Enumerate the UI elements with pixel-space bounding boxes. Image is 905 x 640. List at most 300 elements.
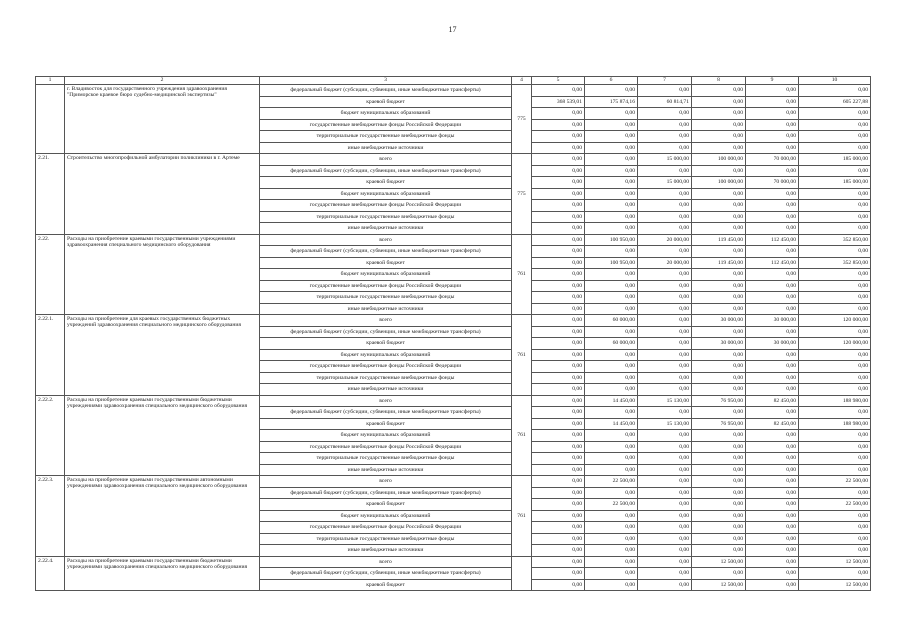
amount-cell: 0,00	[692, 223, 746, 235]
funding-source: федеральный бюджет (субсидии, субвенции, иные межбюджетные трансферты)	[260, 165, 512, 177]
table-row	[36, 234, 871, 246]
amount-cell: 0,00	[799, 165, 871, 177]
amount-cell: 0,00	[638, 522, 692, 534]
amount-cell: 0,00	[799, 487, 871, 499]
amount-cell: 0,00	[746, 533, 799, 545]
column-number: 6	[585, 77, 638, 85]
amount-cell: 0,00	[585, 430, 638, 442]
amount-cell: 0,00	[746, 246, 799, 258]
amount-cell: 0,00	[638, 430, 692, 442]
budget-code: 761	[512, 315, 532, 396]
amount-cell: 0,00	[799, 545, 871, 557]
amount-cell: 0,00	[746, 407, 799, 419]
amount-cell: 22 500,00	[585, 476, 638, 488]
column-number: 10	[799, 77, 871, 85]
amount-cell: 0,00	[532, 487, 585, 499]
amount-cell: 0,00	[532, 579, 585, 591]
amount-cell: 0,00	[585, 131, 638, 143]
amount-cell: 0,00	[638, 269, 692, 281]
amount-cell: 0,00	[532, 223, 585, 235]
amount-cell: 0,00	[799, 142, 871, 154]
amount-cell: 0,00	[638, 349, 692, 361]
amount-cell: 0,00	[746, 142, 799, 154]
amount-cell: 0,00	[799, 533, 871, 545]
amount-cell: 0,00	[532, 142, 585, 154]
table-row	[36, 315, 871, 327]
amount-cell: 0,00	[638, 85, 692, 97]
amount-cell: 0,00	[532, 338, 585, 350]
amount-cell: 0,00	[799, 407, 871, 419]
item-number: 2.22.1.	[36, 315, 65, 396]
amount-cell: 0,00	[799, 131, 871, 143]
column-number: 9	[746, 77, 799, 85]
amount-cell: 0,00	[746, 223, 799, 235]
funding-source: краевой бюджет	[260, 257, 512, 269]
table-row	[36, 556, 871, 568]
funding-source: иные внебюджетные источники	[260, 464, 512, 476]
amount-cell: 0,00	[638, 556, 692, 568]
funding-source: государственные внебюджетные фонды Российской Федерации	[260, 119, 512, 131]
amount-cell: 0,00	[585, 246, 638, 258]
amount-cell: 0,00	[692, 280, 746, 292]
item-number: 2.22.4.	[36, 556, 65, 591]
funding-source: бюджет муниципальных образований	[260, 188, 512, 200]
funding-source: краевой бюджет	[260, 418, 512, 430]
amount-cell: 0,00	[692, 211, 746, 223]
amount-cell: 0,00	[799, 522, 871, 534]
amount-cell: 0,00	[585, 568, 638, 580]
amount-cell: 185 000,00	[799, 154, 871, 166]
amount-cell: 0,00	[746, 349, 799, 361]
amount-cell: 0,00	[799, 568, 871, 580]
column-number: 8	[692, 77, 746, 85]
amount-cell: 0,00	[532, 303, 585, 315]
amount-cell: 0,00	[799, 430, 871, 442]
amount-cell: 0,00	[746, 568, 799, 580]
amount-cell: 0,00	[585, 464, 638, 476]
amount-cell: 0,00	[746, 188, 799, 200]
funding-source: бюджет муниципальных образований	[260, 349, 512, 361]
amount-cell: 15 130,00	[638, 418, 692, 430]
amount-cell: 0,00	[692, 303, 746, 315]
amount-cell: 0,00	[746, 200, 799, 212]
amount-cell: 0,00	[799, 361, 871, 373]
amount-cell: 0,00	[532, 453, 585, 465]
amount-cell: 352 850,00	[799, 234, 871, 246]
funding-source: федеральный бюджет (субсидии, субвенции, иные межбюджетные трансферты)	[260, 407, 512, 419]
amount-cell: 100 000,00	[692, 154, 746, 166]
amount-cell: 0,00	[692, 165, 746, 177]
amount-cell: 0,00	[585, 269, 638, 281]
amount-cell: 0,00	[799, 292, 871, 304]
amount-cell: 0,00	[532, 395, 585, 407]
amount-cell: 0,00	[638, 223, 692, 235]
amount-cell: 0,00	[799, 453, 871, 465]
amount-cell: 0,00	[532, 499, 585, 511]
amount-cell: 0,00	[532, 246, 585, 258]
amount-cell: 112 450,00	[746, 257, 799, 269]
amount-cell: 0,00	[692, 361, 746, 373]
amount-cell: 0,00	[799, 200, 871, 212]
amount-cell: 20 000,00	[638, 257, 692, 269]
amount-cell: 100 950,00	[585, 234, 638, 246]
amount-cell: 0,00	[638, 119, 692, 131]
amount-cell: 0,00	[638, 280, 692, 292]
amount-cell: 0,00	[799, 85, 871, 97]
amount-cell: 0,00	[746, 131, 799, 143]
amount-cell: 0,00	[532, 384, 585, 396]
amount-cell: 0,00	[585, 119, 638, 131]
amount-cell: 0,00	[692, 292, 746, 304]
amount-cell: 0,00	[799, 108, 871, 120]
column-number: 5	[532, 77, 585, 85]
amount-cell: 0,00	[799, 188, 871, 200]
amount-cell: 0,00	[638, 211, 692, 223]
amount-cell: 22 500,00	[799, 476, 871, 488]
amount-cell: 0,00	[585, 545, 638, 557]
amount-cell: 0,00	[746, 292, 799, 304]
item-number: 2.21.	[36, 154, 65, 235]
amount-cell: 0,00	[585, 223, 638, 235]
item-number	[36, 85, 65, 154]
budget-code: 761	[512, 476, 532, 557]
amount-cell: 0,00	[585, 326, 638, 338]
amount-cell: 0,00	[746, 545, 799, 557]
item-name: Расходы на приобретение краевыми государственными автономными учреждениями здравоохранения специального медицинского оборудования	[65, 476, 260, 557]
amount-cell: 0,00	[638, 499, 692, 511]
funding-source: иные внебюджетные источники	[260, 384, 512, 396]
amount-cell: 0,00	[799, 303, 871, 315]
amount-cell: 0,00	[799, 372, 871, 384]
funding-source: иные внебюджетные источники	[260, 545, 512, 557]
funding-source: всего	[260, 395, 512, 407]
amount-cell: 0,00	[638, 338, 692, 350]
amount-cell: 0,00	[692, 142, 746, 154]
funding-source: иные внебюджетные источники	[260, 142, 512, 154]
amount-cell: 82 450,00	[746, 395, 799, 407]
amount-cell: 0,00	[692, 349, 746, 361]
amount-cell: 0,00	[746, 165, 799, 177]
amount-cell: 0,00	[692, 326, 746, 338]
amount-cell: 60 000,00	[585, 315, 638, 327]
amount-cell: 0,00	[532, 430, 585, 442]
table-row	[36, 85, 871, 97]
amount-cell: 0,00	[692, 119, 746, 131]
funding-source: краевой бюджет	[260, 579, 512, 591]
amount-cell: 0,00	[532, 269, 585, 281]
item-number: 2.22.3.	[36, 476, 65, 557]
amount-cell: 0,00	[532, 545, 585, 557]
amount-cell: 0,00	[585, 579, 638, 591]
amount-cell: 0,00	[532, 315, 585, 327]
funding-source: всего	[260, 154, 512, 166]
amount-cell: 0,00	[692, 384, 746, 396]
amount-cell: 15 130,00	[638, 395, 692, 407]
amount-cell: 0,00	[746, 269, 799, 281]
amount-cell: 0,00	[799, 280, 871, 292]
amount-cell: 70 000,00	[746, 154, 799, 166]
amount-cell: 0,00	[638, 384, 692, 396]
amount-cell: 0,00	[746, 361, 799, 373]
amount-cell: 0,00	[638, 165, 692, 177]
amount-cell: 0,00	[585, 556, 638, 568]
amount-cell: 30 000,00	[746, 315, 799, 327]
amount-cell: 60 814,71	[638, 96, 692, 108]
funding-source: государственные внебюджетные фонды Российской Федерации	[260, 441, 512, 453]
amount-cell: 120 000,00	[799, 315, 871, 327]
amount-cell: 30 000,00	[692, 315, 746, 327]
amount-cell: 76 950,00	[692, 395, 746, 407]
funding-source: бюджет муниципальных образований	[260, 430, 512, 442]
amount-cell: 0,00	[746, 96, 799, 108]
amount-cell: 0,00	[638, 108, 692, 120]
amount-cell: 0,00	[585, 533, 638, 545]
amount-cell: 0,00	[746, 280, 799, 292]
amount-cell: 0,00	[692, 453, 746, 465]
funding-source: всего	[260, 315, 512, 327]
amount-cell: 0,00	[585, 349, 638, 361]
table-row	[36, 476, 871, 488]
amount-cell: 0,00	[692, 246, 746, 258]
amount-cell: 0,00	[746, 556, 799, 568]
amount-cell: 14 450,00	[585, 418, 638, 430]
amount-cell: 0,00	[638, 200, 692, 212]
page-number: 17	[448, 25, 457, 34]
funding-source: территориальные государственные внебюджетные фонды	[260, 372, 512, 384]
amount-cell: 100 000,00	[692, 177, 746, 189]
amount-cell: 0,00	[799, 441, 871, 453]
amount-cell: 0,00	[746, 487, 799, 499]
amount-cell: 0,00	[532, 108, 585, 120]
funding-source: иные внебюджетные источники	[260, 303, 512, 315]
table-row	[36, 395, 871, 407]
amount-cell: 0,00	[799, 246, 871, 258]
amount-cell: 14 450,00	[585, 395, 638, 407]
amount-cell: 22 500,00	[585, 499, 638, 511]
amount-cell: 0,00	[585, 453, 638, 465]
amount-cell: 0,00	[532, 292, 585, 304]
budget-table	[35, 76, 871, 591]
column-number: 1	[36, 77, 65, 85]
amount-cell: 0,00	[799, 349, 871, 361]
amount-cell: 188 980,00	[799, 395, 871, 407]
amount-cell: 0,00	[532, 177, 585, 189]
funding-source: краевой бюджет	[260, 499, 512, 511]
amount-cell: 0,00	[532, 418, 585, 430]
funding-source: федеральный бюджет (субсидии, субвенции, иные межбюджетные трансферты)	[260, 85, 512, 97]
amount-cell: 0,00	[585, 303, 638, 315]
amount-cell: 60 000,00	[585, 338, 638, 350]
amount-cell: 0,00	[692, 487, 746, 499]
funding-source: территориальные государственные внебюджетные фонды	[260, 533, 512, 545]
funding-source: территориальные государственные внебюджетные фонды	[260, 211, 512, 223]
amount-cell: 352 850,00	[799, 257, 871, 269]
amount-cell: 0,00	[638, 579, 692, 591]
amount-cell: 0,00	[692, 108, 746, 120]
amount-cell: 0,00	[585, 154, 638, 166]
funding-source: территориальные государственные внебюджетные фонды	[260, 453, 512, 465]
amount-cell: 0,00	[585, 407, 638, 419]
funding-source: федеральный бюджет (субсидии, субвенции, иные межбюджетные трансферты)	[260, 568, 512, 580]
funding-source: бюджет муниципальных образований	[260, 269, 512, 281]
amount-cell: 30 000,00	[746, 338, 799, 350]
amount-cell: 112 450,00	[746, 234, 799, 246]
amount-cell: 0,00	[638, 407, 692, 419]
amount-cell: 0,00	[532, 234, 585, 246]
item-name: Расходы на приобретение краевыми государственными бюджетными учреждениями здравоохранения специального медицинского оборудования	[65, 395, 260, 476]
amount-cell: 0,00	[746, 522, 799, 534]
funding-source: краевой бюджет	[260, 177, 512, 189]
amount-cell: 0,00	[532, 119, 585, 131]
amount-cell: 0,00	[638, 372, 692, 384]
amount-cell: 0,00	[638, 361, 692, 373]
amount-cell: 188 980,00	[799, 418, 871, 430]
amount-cell: 0,00	[585, 142, 638, 154]
amount-cell: 175 874,16	[585, 96, 638, 108]
amount-cell: 0,00	[585, 177, 638, 189]
amount-cell: 0,00	[638, 188, 692, 200]
table-row	[36, 154, 871, 166]
amount-cell: 185 000,00	[799, 177, 871, 189]
amount-cell: 0,00	[532, 326, 585, 338]
amount-cell: 0,00	[532, 533, 585, 545]
amount-cell: 0,00	[638, 464, 692, 476]
amount-cell: 0,00	[638, 292, 692, 304]
amount-cell: 0,00	[638, 246, 692, 258]
amount-cell: 0,00	[532, 361, 585, 373]
amount-cell: 0,00	[799, 384, 871, 396]
amount-cell: 0,00	[638, 315, 692, 327]
amount-cell: 0,00	[532, 568, 585, 580]
amount-cell: 0,00	[692, 131, 746, 143]
amount-cell: 0,00	[799, 269, 871, 281]
amount-cell: 119 450,00	[692, 234, 746, 246]
budget-code: 761	[512, 395, 532, 476]
amount-cell: 0,00	[692, 545, 746, 557]
amount-cell: 30 000,00	[692, 338, 746, 350]
amount-cell: 0,00	[532, 441, 585, 453]
funding-source: всего	[260, 234, 512, 246]
amount-cell: 0,00	[532, 165, 585, 177]
budget-code: 775	[512, 154, 532, 235]
amount-cell: 0,00	[692, 441, 746, 453]
amount-cell: 20 000,00	[638, 234, 692, 246]
amount-cell: 0,00	[692, 96, 746, 108]
budget-code: 775	[512, 85, 532, 154]
amount-cell: 0,00	[638, 533, 692, 545]
amount-cell: 70 000,00	[746, 177, 799, 189]
amount-cell: 605 227,88	[799, 96, 871, 108]
column-number: 2	[65, 77, 260, 85]
amount-cell: 0,00	[638, 476, 692, 488]
amount-cell: 15 000,00	[638, 154, 692, 166]
amount-cell: 0,00	[532, 372, 585, 384]
amount-cell: 0,00	[692, 85, 746, 97]
amount-cell: 0,00	[799, 464, 871, 476]
funding-source: государственные внебюджетные фонды Российской Федерации	[260, 200, 512, 212]
amount-cell: 0,00	[746, 510, 799, 522]
column-number-row	[36, 77, 871, 85]
amount-cell: 0,00	[585, 211, 638, 223]
amount-cell: 0,00	[532, 85, 585, 97]
amount-cell: 0,00	[638, 453, 692, 465]
amount-cell: 0,00	[799, 211, 871, 223]
amount-cell: 0,00	[532, 200, 585, 212]
amount-cell: 0,00	[585, 510, 638, 522]
amount-cell: 0,00	[692, 372, 746, 384]
amount-cell: 0,00	[692, 269, 746, 281]
column-number: 7	[638, 77, 692, 85]
amount-cell: 368 539,01	[532, 96, 585, 108]
amount-cell: 0,00	[532, 476, 585, 488]
amount-cell: 0,00	[799, 510, 871, 522]
amount-cell: 0,00	[638, 568, 692, 580]
amount-cell: 0,00	[585, 361, 638, 373]
amount-cell: 0,00	[585, 108, 638, 120]
item-name: Строительство многопрофильной амбулатории поликлиники в г. Артеме	[65, 154, 260, 235]
amount-cell: 0,00	[585, 200, 638, 212]
funding-source: федеральный бюджет (субсидии, субвенции, иные межбюджетные трансферты)	[260, 487, 512, 499]
amount-cell: 0,00	[585, 165, 638, 177]
amount-cell: 0,00	[746, 499, 799, 511]
amount-cell: 0,00	[692, 430, 746, 442]
amount-cell: 0,00	[532, 464, 585, 476]
amount-cell: 0,00	[532, 257, 585, 269]
item-number: 2.22.2.	[36, 395, 65, 476]
amount-cell: 15 000,00	[638, 177, 692, 189]
funding-source: краевой бюджет	[260, 96, 512, 108]
amount-cell: 0,00	[746, 441, 799, 453]
amount-cell: 0,00	[532, 131, 585, 143]
amount-cell: 0,00	[638, 441, 692, 453]
amount-cell: 0,00	[746, 326, 799, 338]
amount-cell: 0,00	[692, 188, 746, 200]
amount-cell: 0,00	[532, 280, 585, 292]
amount-cell: 0,00	[746, 430, 799, 442]
amount-cell: 0,00	[692, 522, 746, 534]
amount-cell: 0,00	[532, 188, 585, 200]
amount-cell: 0,00	[746, 464, 799, 476]
budget-code: 761	[512, 234, 532, 315]
amount-cell: 0,00	[638, 487, 692, 499]
amount-cell: 0,00	[532, 349, 585, 361]
amount-cell: 0,00	[746, 579, 799, 591]
amount-cell: 0,00	[532, 510, 585, 522]
budget-code	[512, 556, 532, 591]
amount-cell: 0,00	[638, 545, 692, 557]
amount-cell: 12 500,00	[799, 579, 871, 591]
amount-cell: 0,00	[638, 510, 692, 522]
amount-cell: 0,00	[746, 211, 799, 223]
funding-source: бюджет муниципальных образований	[260, 510, 512, 522]
amount-cell: 0,00	[585, 522, 638, 534]
funding-source: федеральный бюджет (субсидии, субвенции, иные межбюджетные трансферты)	[260, 246, 512, 258]
amount-cell: 0,00	[692, 568, 746, 580]
funding-source: государственные внебюджетные фонды Российской Федерации	[260, 522, 512, 534]
amount-cell: 0,00	[585, 280, 638, 292]
amount-cell: 0,00	[746, 85, 799, 97]
amount-cell: 0,00	[692, 464, 746, 476]
amount-cell: 0,00	[746, 384, 799, 396]
amount-cell: 0,00	[585, 372, 638, 384]
amount-cell: 0,00	[585, 441, 638, 453]
amount-cell: 100 950,00	[585, 257, 638, 269]
funding-source: территориальные государственные внебюджетные фонды	[260, 131, 512, 143]
funding-source: территориальные государственные внебюджетные фонды	[260, 292, 512, 304]
item-name: Расходы на приобретение для краевых государственных бюджетных учреждений здравоохранения специального медицинского оборудования	[65, 315, 260, 396]
amount-cell: 0,00	[585, 384, 638, 396]
amount-cell: 0,00	[746, 119, 799, 131]
